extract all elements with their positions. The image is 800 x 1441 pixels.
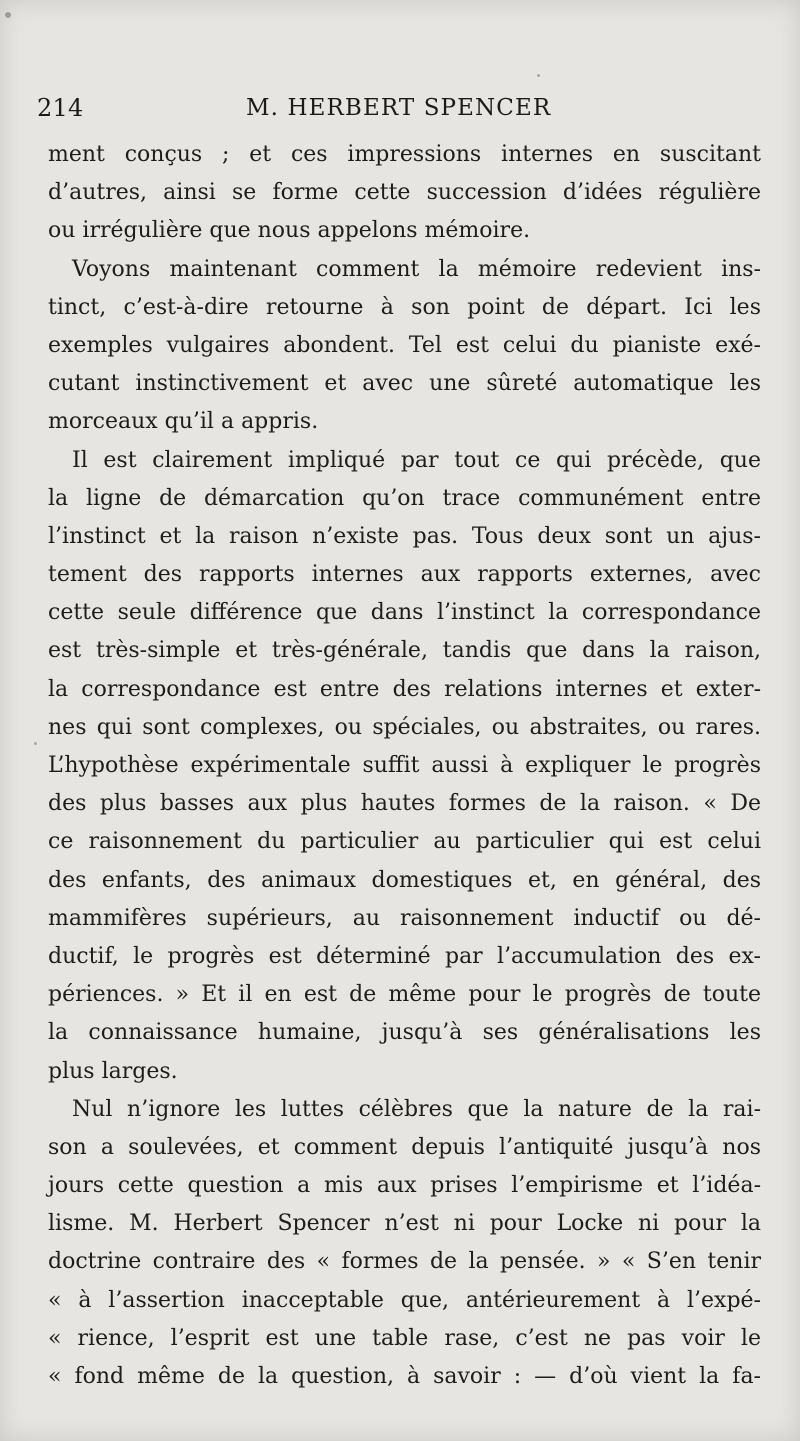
- text-line: cutant instinctivement et avec une sûreté automatique les: [48, 371, 761, 397]
- text-line: « à l’assertion inacceptable que, antérieurement à l’expé-: [48, 1287, 761, 1313]
- text-line: la ligne de démarcation qu’on trace communément entre: [48, 485, 761, 511]
- running-title: M. HERBERT SPENCER: [246, 95, 552, 121]
- body-text: [48, 136, 761, 1396]
- text-line: plus larges.: [48, 1058, 178, 1084]
- text-line: ductif, le progrès est déterminé par l’accumulation des ex-: [48, 943, 761, 969]
- ink-speck: [34, 742, 37, 745]
- text-line: Il est clairement impliqué par tout ce qui précède, que: [72, 447, 761, 473]
- text-line: périences. » Et il en est de même pour le progrès de toute: [48, 982, 761, 1008]
- text-line: la correspondance est entre des relations internes et exter-: [48, 676, 761, 702]
- text-line: nes qui sont complexes, ou spéciales, ou abstraites, ou rares.: [48, 714, 761, 740]
- text-line: la connaissance humaine, jusqu’à ses généralisations les: [48, 1020, 761, 1046]
- text-line: des plus basses aux plus hautes formes de la raison. « De: [48, 791, 761, 817]
- text-line: Nul n’ignore les luttes célèbres que la nature de la rai-: [72, 1096, 761, 1122]
- text-line: des enfants, des animaux domestiques et, en général, des: [48, 867, 761, 893]
- text-line: d’autres, ainsi se forme cette succession d’idées régulière: [48, 180, 761, 206]
- text-line: cette seule différence que dans l’instinct la correspondance: [48, 600, 761, 626]
- text-line: L’hypothèse expérimentale suffit aussi à expliquer le progrès: [48, 753, 761, 778]
- text-line: mammifères supérieurs, au raisonnement inductif ou dé-: [48, 905, 761, 931]
- text-line: exemples vulgaires abondent. Tel est celui du pianiste exé-: [48, 332, 761, 358]
- ink-smudge: [5, 12, 11, 18]
- text-line: l’instinct et la raison n’existe pas. Tous deux sont un ajus-: [48, 523, 761, 549]
- page-number: 214: [37, 94, 84, 122]
- text-line: « rience, l’esprit est une table rase, c’est ne pas voir le: [48, 1325, 761, 1351]
- text-line: tement des rapports internes aux rapports externes, avec: [48, 562, 761, 588]
- ink-speck: [537, 74, 540, 77]
- page-header: [0, 88, 800, 128]
- text-line: jours cette question a mis aux prises l’empirisme et l’idéa-: [48, 1173, 761, 1199]
- text-line: ment conçus ; et ces impressions internes en suscitant: [48, 142, 761, 167]
- text-line: ou irrégulière que nous appelons mémoire.: [48, 218, 531, 244]
- text-line: ce raisonnement du particulier au particulier qui est celui: [48, 829, 761, 855]
- text-line: est très-simple et très-générale, tandis que dans la raison,: [48, 638, 761, 664]
- text-line: lisme. M. Herbert Spencer n’est ni pour Locke ni pour la: [48, 1211, 761, 1237]
- text-line: son a soulevées, et comment depuis l’antiquité jusqu’à nos: [48, 1134, 761, 1160]
- text-line: doctrine contraire des « formes de la pensée. » « S’en tenir: [48, 1249, 761, 1275]
- text-line: « fond même de la question, à savoir : — d’où vient la fa-: [48, 1364, 761, 1389]
- text-line: tinct, c’est-à-dire retourne à son point de départ. Ici les: [48, 294, 761, 320]
- text-line: Voyons maintenant comment la mémoire redevient ins-: [72, 256, 761, 282]
- text-line: morceaux qu’il a appris.: [48, 409, 319, 435]
